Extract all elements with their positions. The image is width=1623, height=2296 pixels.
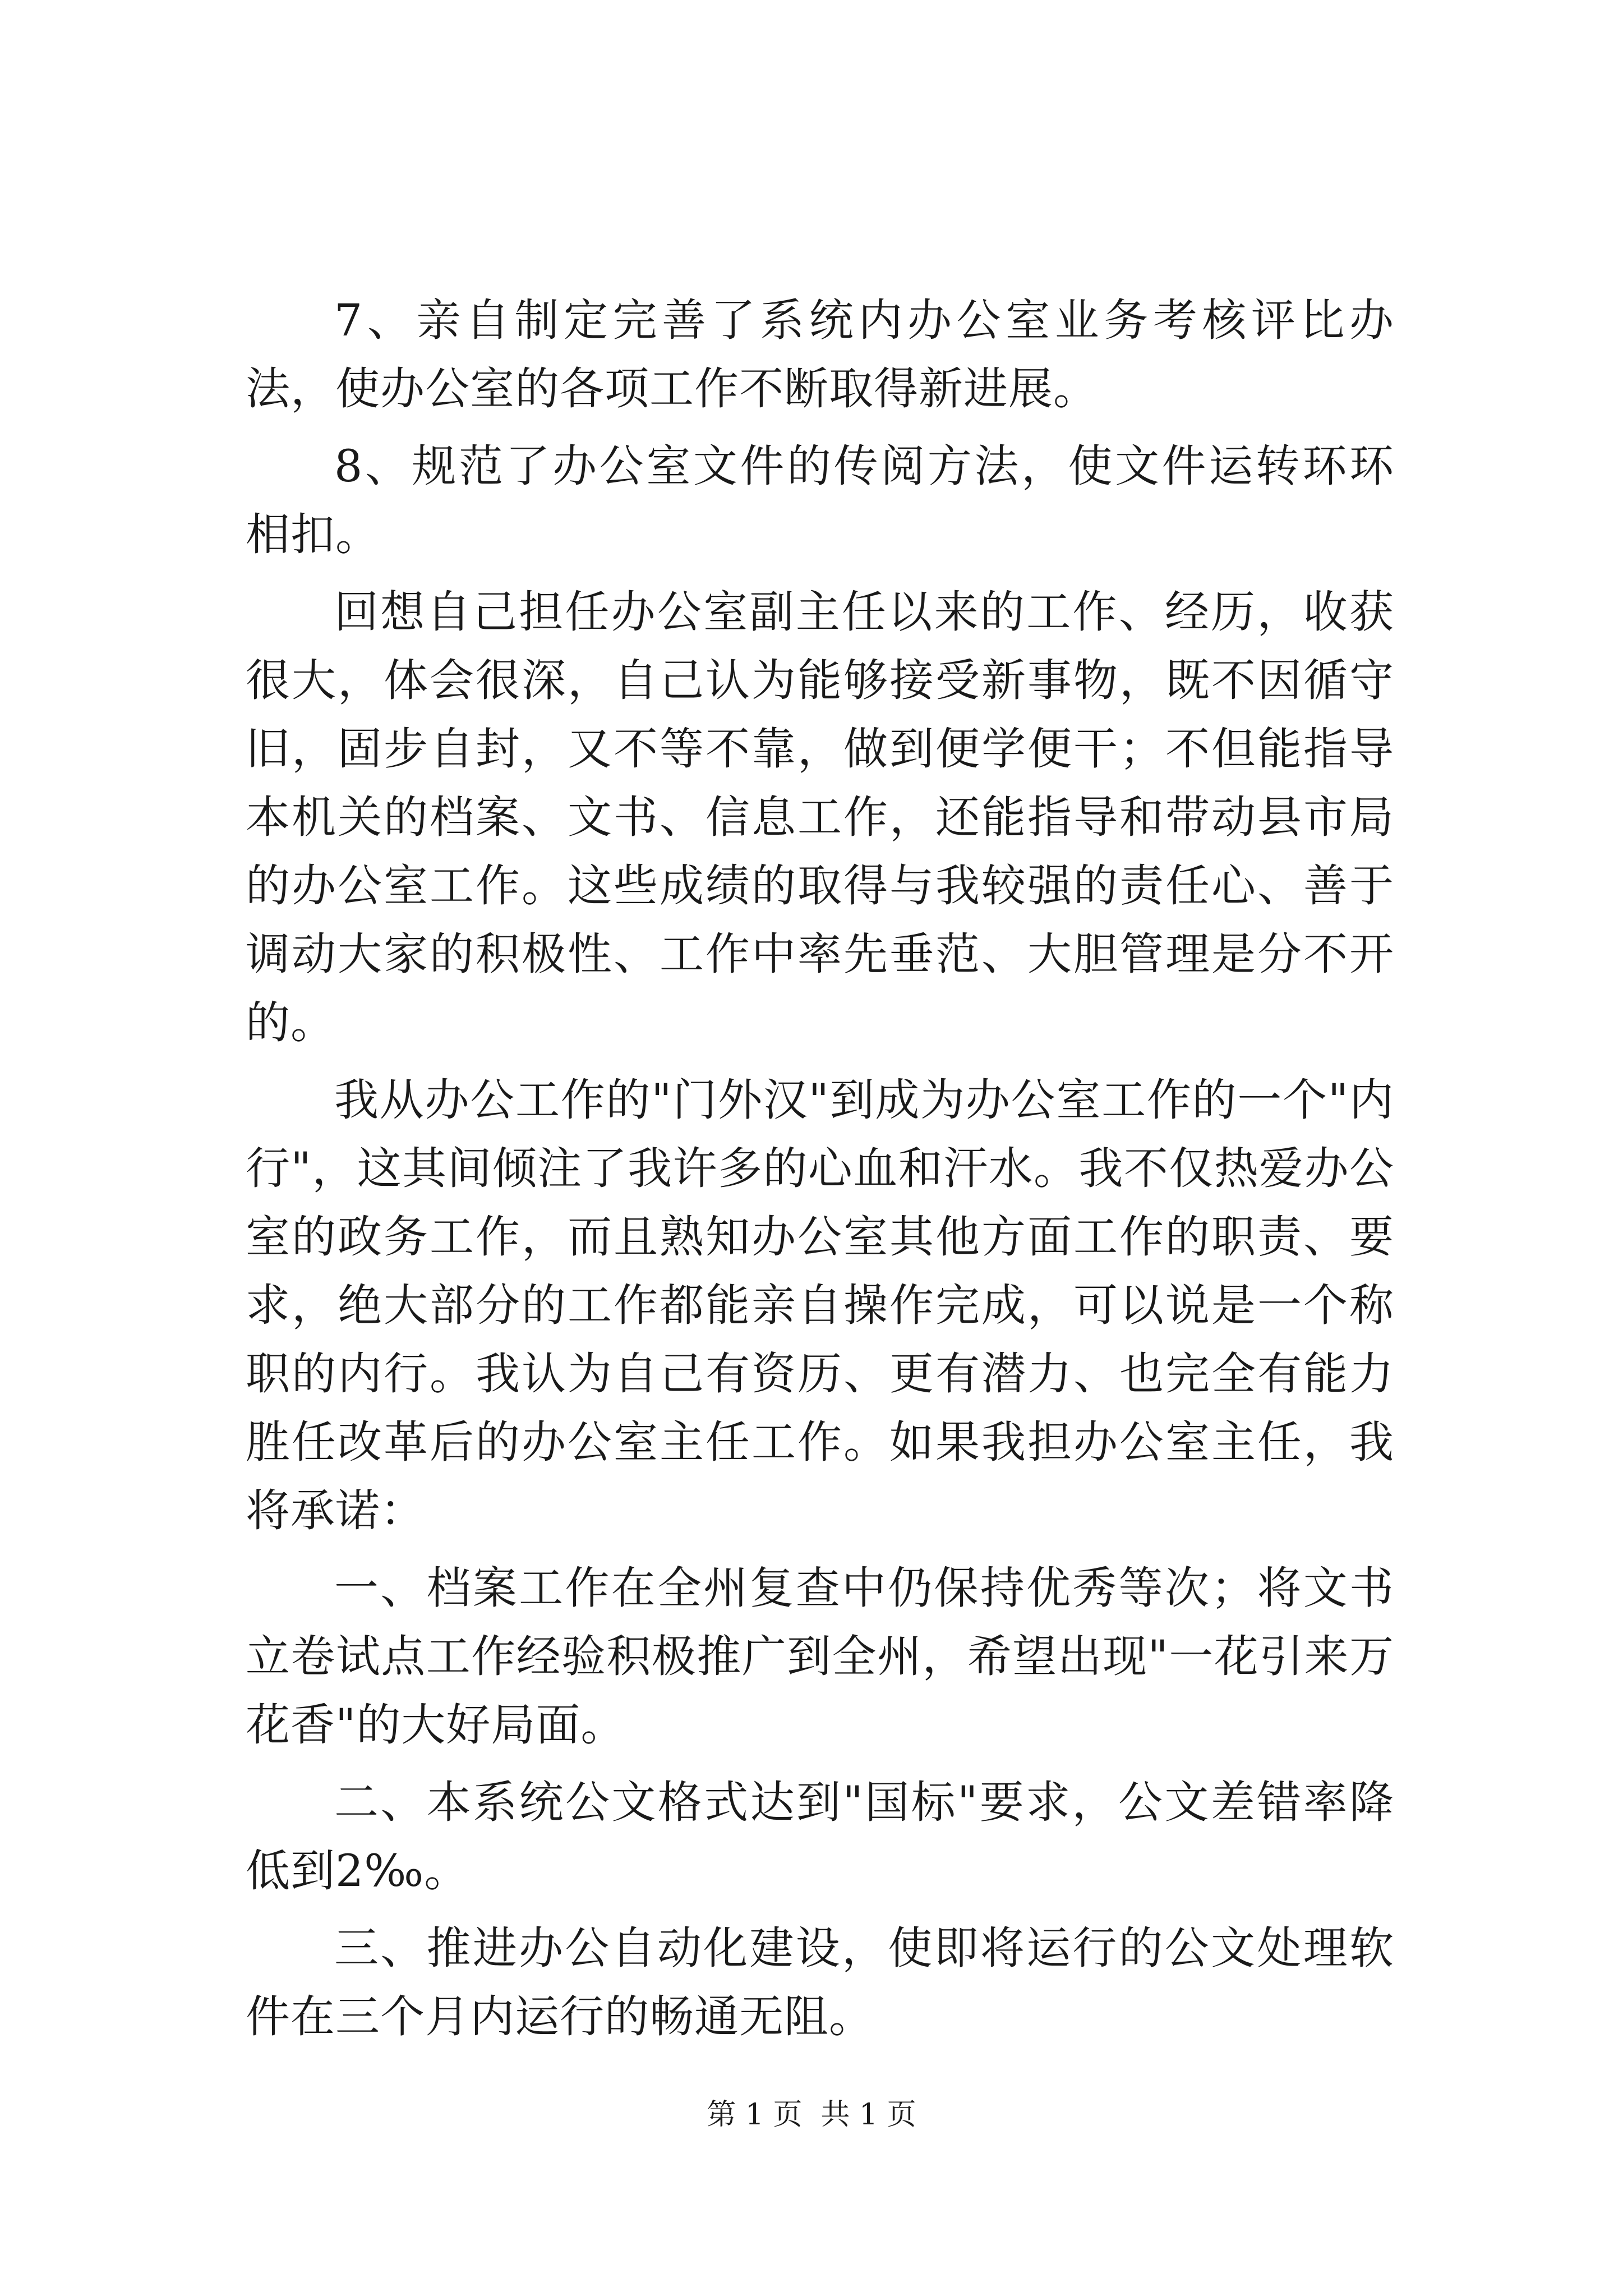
paragraph: 三、推进办公自动化建设，使即将运行的公文处理软件在三个月内运行的畅通无阻。 <box>246 1922 1394 2042</box>
page-footer: 第 1 页 共 1 页 <box>707 2098 916 2132</box>
paragraph: 二、本系统公文格式达到"国标"要求，公文差错率降低到2‰。 <box>246 1777 1394 1897</box>
paragraph: 我从办公工作的"门外汉"到成为办公室工作的一个"内行"，这其间倾注了我许多的心血和汗水。我不仅热爱办公室的政务工作，而且熟知办公室其他方面工作的职责、要求，绝大部分的工作都能亲自操作完成，可以说是一个称职的内行。我认为自己有资历、更有潜力、也完全有能力胜任改革后的办公室主任工作。如果我担办公室主任，我将承诺： <box>246 1074 1394 1536</box>
paragraph: 一、档案工作在全州复查中仍保持优秀等次；将文书立卷试点工作经验积极推广到全州，希望出现"一花引来万花香"的大好局面。 <box>246 1562 1394 1751</box>
document-body <box>246 286 1394 2060</box>
paragraph: 7、亲自制定完善了系统内办公室业务考核评比办法，使办公室的各项工作不断取得新进展。 <box>246 295 1394 415</box>
paragraph: 8、规范了办公室文件的传阅方法，使文件运转环环相扣。 <box>246 440 1394 560</box>
paragraph: 回想自己担任办公室副主任以来的工作、经历，收获很大，体会很深，自己认为能够接受新事物，既不因循守旧，固步自封，又不等不靠，做到便学便干；不但能指导本机关的档案、文书、信息工作，还能指导和带动县市局的办公室工作。这些成绩的取得与我较强的责任心、善于调动大家的积极性、工作中率先垂范、大胆管理是分不开的。 <box>246 586 1394 1048</box>
